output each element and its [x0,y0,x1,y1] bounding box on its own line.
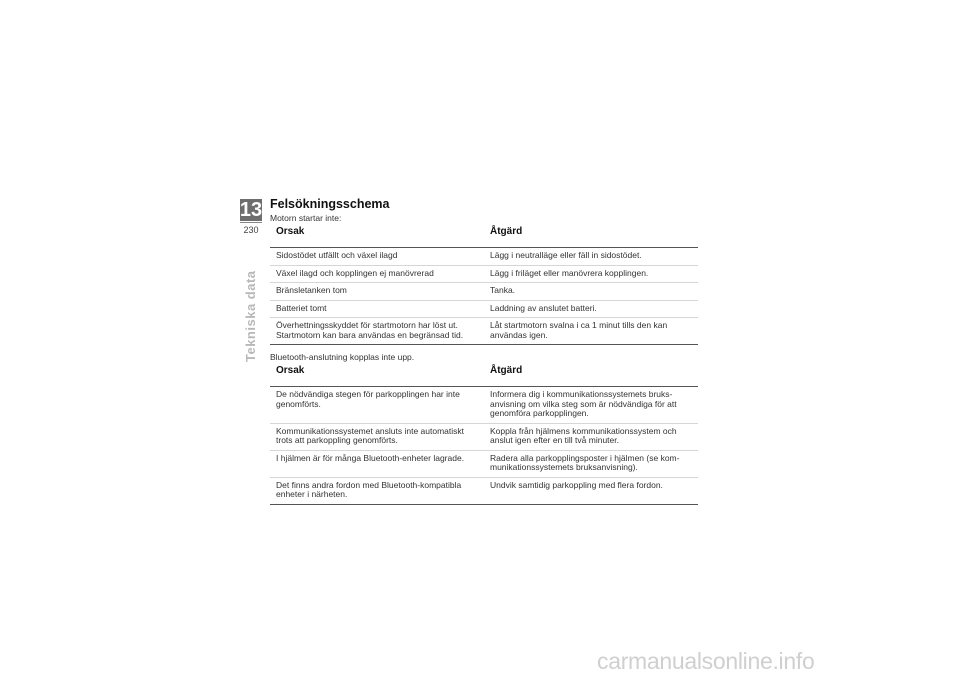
action-cell: Laddning av anslutet batteri. [484,300,698,318]
table-row [270,477,698,504]
chapter-side-label: Tekniska data [243,270,258,362]
table-row [270,300,698,318]
cause-cell: I hjälmen är för många Bluetooth-enheter lagrade. [270,450,484,477]
troubleshooting-table-engine [270,223,698,345]
main-content [270,197,698,505]
column-header-action: Åtgärd [484,362,698,387]
troubleshooting-table-bluetooth [270,362,698,505]
table-row [270,283,698,301]
table2-intro: Bluetooth-anslutning kopplas inte upp. [270,352,415,362]
cause-cell: Bränsletanken tom [270,283,484,301]
table-header-row [270,362,698,387]
cause-cell: Överhettningsskyddet för startmotorn har löst ut. Startmotorn kan bara användas en begränsad tid. [270,318,484,345]
column-header-cause: Orsak [270,362,484,387]
action-cell: Tanka. [484,283,698,301]
cause-cell: De nödvändiga stegen för parkopplingen har inte genomförts. [270,387,484,424]
action-cell: Koppla från hjälmens kommunikationssystem och anslut igen efter en till två minuter. [484,423,698,450]
column-header-action: Åtgärd [484,223,698,248]
cause-cell: Batteriet tomt [270,300,484,318]
column-header-cause: Orsak [270,223,484,248]
table-header-row [270,223,698,248]
action-cell: Låt startmotorn svalna i ca 1 minut tills den kan användas igen. [484,318,698,345]
page-rule [240,222,262,223]
action-cell: Lägg i friläget eller manövrera kopplingen. [484,265,698,283]
site-watermark: carmanualsonline.info [597,648,815,674]
cause-cell: Sidostödet utfällt och växel ilagd [270,248,484,266]
action-cell: Lägg i neutralläge eller fäll in sidostödet. [484,248,698,266]
cause-cell: Kommunikationssystemet ansluts inte automatiskt trots att parkoppling genomförts. [270,423,484,450]
table-row [270,265,698,283]
page-number: 230 [243,225,259,235]
cause-cell: Det finns andra fordon med Bluetooth-kompatibla enheter i närheten. [270,477,484,504]
action-cell: Undvik samtidig parkoppling med flera fordon. [484,477,698,504]
action-cell: Radera alla parkopplingsposter i hjälmen (se kom-munikationssystemets bruksanvisning). [484,450,698,477]
table-row [270,450,698,477]
table-row [270,423,698,450]
section-title: Felsökningsschema [270,197,390,211]
action-cell: Informera dig i kommunikationssystemets bruks-anvisning om vilka steg som är nödvändiga för att genomföra parkopplingen. [484,387,698,424]
table1-intro: Motorn startar inte: [270,213,342,223]
table-row [270,387,698,424]
cause-cell: Växel ilagd och kopplingen ej manövrerad [270,265,484,283]
table-row [270,318,698,345]
chapter-number: 13 [239,199,263,221]
table-row [270,248,698,266]
